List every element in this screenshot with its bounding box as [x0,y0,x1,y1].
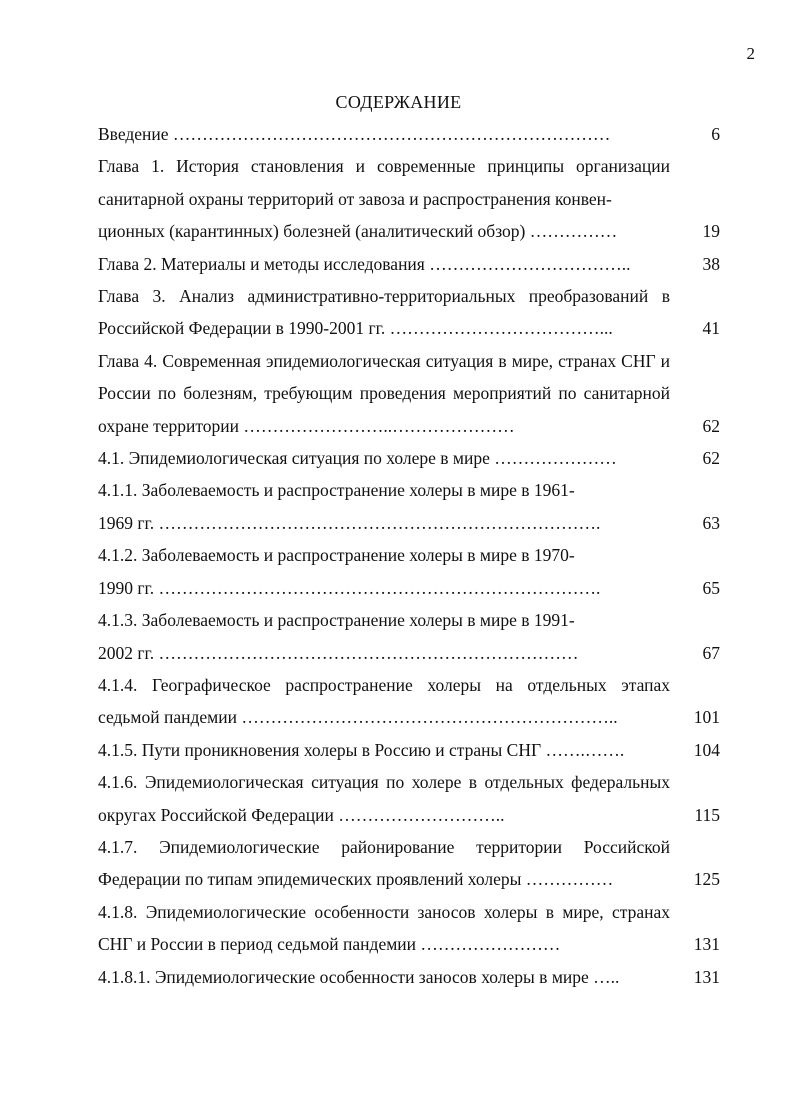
toc-entry-text: 4.1.8. Эпидемиологические особенности заносов холеры в мире, странах СНГ и России в период седьмой пандемии …………………… [98,901,670,955]
toc-entry-text: Глава 4. Современная эпидемиологическая ситуация в мире, странах СНГ и России по болезням, требующим проведения мероприятий по санитарной охране территории ……………………..………………… [98,350,670,436]
toc-entry-text: 4.1.7. Эпидемиологические районирование территории Российской Федерации по типам эпидемических проявлений холеры …………… [98,836,670,890]
toc-entry-page: 131 [693,966,720,987]
page-number: 2 [746,44,755,63]
toc-entry-text: 4.1.8.1. Эпидемиологические особенности заносов холеры в мире ….. [98,966,620,987]
toc-entry-page: 101 [693,707,720,728]
toc-entry-chapter-1 [98,150,720,247]
toc-entry-4-1 [98,442,720,474]
toc-entry-page: 62 [702,415,720,436]
toc-entry-text: Глава 2. Материалы и методы исследования …………………………….. [98,253,631,274]
toc-entry-4-1-5 [98,734,720,766]
toc-entry-page: 6 [711,124,720,144]
toc-entry-chapter-2 [98,248,720,280]
toc-entry-text: 4.1. Эпидемиологическая ситуация по холере в мире ………………… [98,448,617,469]
toc-entry-text: 4.1.2. Заболеваемость и распространение холеры в мире в 1970- 1990 гг. …………………………………………………………………. [98,545,601,598]
toc-entry-text: Глава 1. История становления и современные принципы организации санитарной охраны территорий от завоза и распространения конвен- ционных (карантинных) болезней (аналитический обзор) …………… [98,156,670,242]
toc-entry-page: 125 [693,869,720,890]
table-of-contents [98,118,720,993]
toc-entry-page: 41 [702,318,720,339]
toc-entry-text: 4.1.6. Эпидемиологическая ситуация по холере в отдельных федеральных округах Российской Федерации ……………………….. [98,772,670,825]
toc-entry-text: Введение ………………………………………………………………… [98,124,611,144]
page-title: СОДЕРЖАНИЕ [335,92,462,112]
toc-entry-page: 65 [702,577,720,598]
toc-entry-text: 4.1.4. Географическое распространение холеры на отдельных этапах седьмой пандемии ……………………………………………………….. [98,674,670,728]
toc-entry-page: 131 [693,934,720,955]
toc-entry-page: 63 [702,512,720,533]
toc-entry-4-1-2 [98,539,720,604]
toc-entry-4-1-6 [98,766,720,831]
toc-entry-page: 67 [702,642,720,663]
toc-entry-4-1-1 [98,474,720,539]
toc-entry-page: 62 [702,448,720,469]
toc-entry-page: 19 [702,221,720,242]
toc-entry-4-1-4 [98,669,720,734]
toc-entry-4-1-8-1 [98,961,720,993]
toc-entry-4-1-8 [98,896,720,961]
toc-entry-4-1-7 [98,831,720,896]
toc-entry-page: 115 [694,804,720,825]
toc-entry-chapter-4 [98,345,720,442]
toc-entry-text: 4.1.3. Заболеваемость и распространение холеры в мире в 1991- 2002 гг. ……………………………………………………………… [98,610,579,663]
toc-entry-introduction [98,118,720,150]
toc-entry-4-1-3 [98,604,720,669]
toc-entry-text: 4.1.5. Пути проникновения холеры в Россию и страны СНГ …….……. [98,739,625,760]
toc-entry-text: Глава 3. Анализ административно-территориальных преобразований в Российской Федерации в 1990-2001 гг. ………………………………... [98,286,670,339]
toc-entry-chapter-3 [98,280,720,345]
toc-entry-page: 104 [693,739,720,760]
toc-entry-page: 38 [702,253,720,274]
toc-entry-text: 4.1.1. Заболеваемость и распространение холеры в мире в 1961- 1969 гг. …………………………………………………………………. [98,480,601,533]
